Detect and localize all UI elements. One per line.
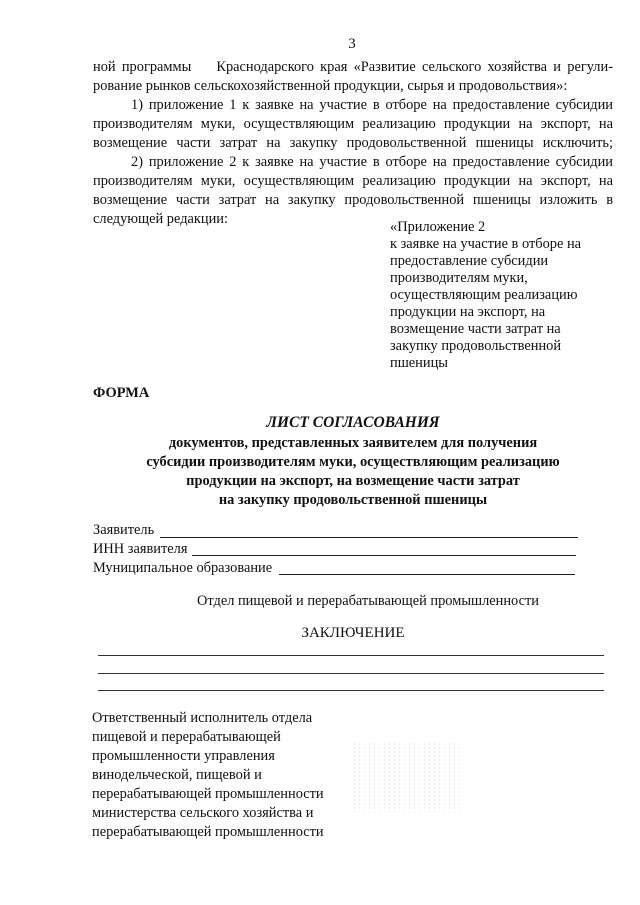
conclusion-title: ЗАКЛЮЧЕНИЕ [301,625,405,641]
responsible-line: министерства сельского хозяйства и [92,805,314,821]
municipality-label: Муниципальное образование [93,560,273,576]
applicant-label: Заявитель [93,522,155,538]
body-line: рование рынков сельскохозяйственной продукции, сырья и продовольствия»: [93,78,568,94]
department-title: Отдел пищевой и перерабатывающей промышленности [197,593,539,609]
conclusion-line[interactable] [98,655,604,656]
body-line: возмещение части затрат на закупку продовольственной пшеницы исключить; [93,135,613,151]
conclusion-line[interactable] [98,690,604,691]
responsible-line: перерабатывающей промышленности [92,786,324,802]
sheet-subtitle-line: субсидии производителям муки, осуществляющим реализацию [146,454,560,470]
appendix-line: к заявке на участие в отборе на [390,236,582,252]
body-line: 1) приложение 1 к заявке на участие в отборе на предоставление субсидии [131,97,613,113]
appendix-line: предоставление субсидии [390,253,549,269]
appendix-line: производителям муки, [390,270,528,286]
body-line: следующей редакции: [93,211,228,227]
body-line: ной программы Краснодарского края «Развитие сельского хозяйства и регули- [93,59,613,75]
responsible-line: винодельческой, пищевой и [92,767,262,783]
sheet-title: ЛИСТ СОГЛАСОВАНИЯ [266,414,440,431]
body-line: производителям муки, осуществляющим реализацию продукции на экспорт, на [93,173,613,189]
inn-input-line[interactable] [192,555,576,556]
appendix-line: осуществляющим реализацию [390,287,578,303]
applicant-input-line[interactable] [160,537,578,538]
sheet-subtitle-line: продукции на экспорт, на возмещение части затрат [186,473,520,489]
body-line: производителям муки, осуществляющим реализацию продукции на экспорт, на [93,116,613,132]
responsible-line: пищевой и перерабатывающей [92,729,281,745]
responsible-line: Ответственный исполнитель отдела [92,710,313,726]
responsible-line: перерабатывающей промышленности [92,824,324,840]
appendix-line: продукции на экспорт, на [390,304,546,320]
inn-label: ИНН заявителя [93,541,188,557]
sheet-subtitle-line: на закупку продовольственной пшеницы [218,492,488,508]
appendix-line: пшеницы [390,355,448,371]
page-number: 3 [348,36,356,52]
responsible-line: промышленности управления [92,748,275,764]
appendix-line: возмещение части затрат на [390,321,561,337]
signature-stamp-area [352,742,462,812]
body-line: возмещение части затрат на закупку продовольственной пшеницы изложить в [93,192,613,208]
form-label: ФОРМА [93,385,150,401]
conclusion-line[interactable] [98,673,604,674]
appendix-line: «Приложение 2 [390,219,486,235]
appendix-line: закупку продовольственной [390,338,562,354]
municipality-input-line[interactable] [279,574,575,575]
body-line: 2) приложение 2 к заявке на участие в отборе на предоставление субсидии [131,154,613,170]
sheet-subtitle-line: документов, представленных заявителем для получения [168,435,538,451]
